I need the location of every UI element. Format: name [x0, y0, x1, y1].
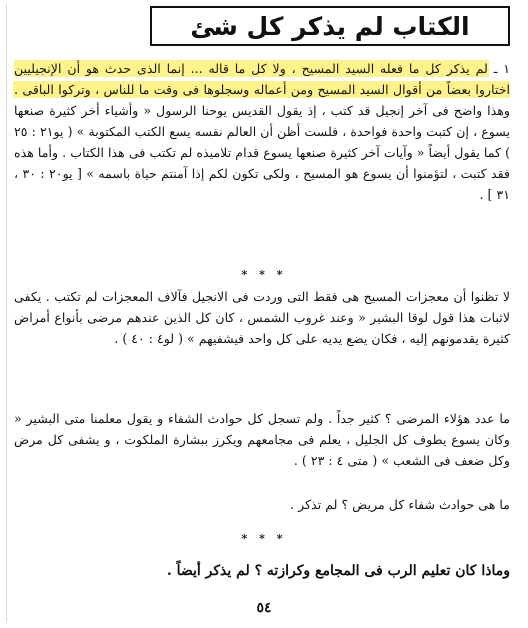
highlighted-passage: لم يذكر كل ما فعله السيد المسيح ، ولا كل ما قاله ... إنما الذى حدث هو أن الإنجيليين اختاروا بعضاً من أقوال السيد المسيح ومن أعماله وسجلوها فى وقت ما للناس ، وتركوا الباقى . [14, 61, 510, 97]
paragraph-2-text: لا تظنوا أن معجزات المسيح هى فقط التى وردت فى الانجيل فآلاف المعجزات لم تكتب . يكفى لاثبات هذا قول لوقا البشير « وعند غروب الشمس ، كان كل الذين عندهم مرضى بأنواع أمراض كثيرة يقدمونهم إليه ، فكان يضع يديه على كل واحد فيشفيهم » ( لو٤ : ٤٠ ) . [14, 289, 510, 346]
paragraph-1 [14, 58, 510, 205]
chapter-title: الكتاب لم يذكر كل شئ [190, 11, 470, 41]
section-separator-2: * * * [241, 532, 287, 545]
paragraph-3 [14, 408, 510, 471]
paragraph-2 [14, 286, 510, 349]
paragraph-number: ١ ـ [493, 61, 510, 76]
closing-question: وماذا كان تعليم الرب فى المجامع وكرازته ؟ لم يذكر أيضاً . [166, 563, 510, 579]
paragraph-4-text: ما هى حوادث شفاء كل مريض ؟ لم تذكر . [290, 497, 510, 512]
chapter-title-box [150, 6, 510, 46]
section-separator-1: * * * [241, 268, 287, 281]
page-number: ٥٤ [256, 600, 272, 616]
scan-edge-line [6, 4, 7, 622]
paragraph-3-text: ما عدد هؤلاء المرضى ؟ كثير جداً . ولم تسجل كل حوادث الشفاء و يقول معلمنا متى البشير « وكان يسوع يطوف كل الجليل ، يعلم فى مجامعهم ويكرز ببشارة الملكوت ، و يشفى كل مرض وكل ضعف فى الشعب » ( متى ٤ : ٢٣ ) . [14, 411, 510, 468]
paragraph-4 [14, 494, 510, 515]
paragraph-1-rest: وهذا واضح فى آخر إنجيل قد كتب ، إذ يقول القديس يوحنا الرسول « وأشياء أخر كثيرة صنعها يسوع ، إن كتبت واحدة فواحدة ، فلست أظن أن العالم نفسه يسع الكتب المكتوبة » ( يو٢١ : ٢٥ ) كما يقول أيضاً « وآيات آخر كثيرة صنعها يسوع قدام تلاميذه لم تكتب فى هذا الكتاب . وأما هذه فقد كتبت ، لتؤمنوا أن يسوع هو المسيح ، ولكى تكون لكم إذا آمنتم حياة باسمه » [ يو٢٠ : ٣٠ ، ٣١ ] . [14, 103, 511, 202]
